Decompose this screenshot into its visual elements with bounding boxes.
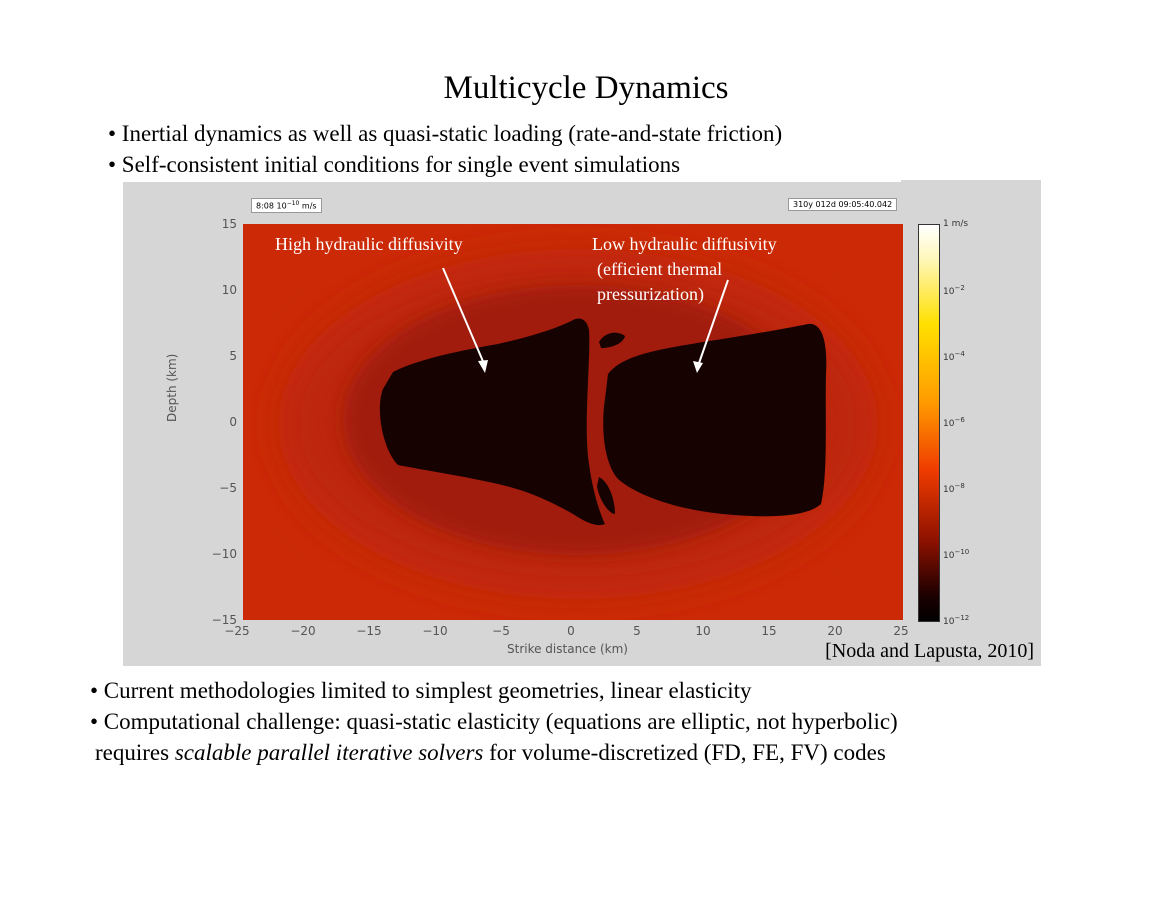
colorbar-tick: $10^{-2}$: [943, 284, 965, 297]
figure-edge: [901, 180, 1041, 183]
y-tick: 5: [229, 349, 237, 363]
y-tick: −10: [211, 547, 237, 561]
solvers-emphasis: scalable parallel iterative solvers: [174, 740, 484, 765]
x-tick: −25: [224, 624, 250, 638]
annotation-low-diffusivity: Low hydraulic diffusivity: [592, 234, 777, 254]
annotation-thermal: (efficient thermal: [597, 259, 723, 279]
time-step-unit: m/s: [299, 201, 317, 211]
y-tick: 0: [229, 415, 237, 429]
y-tick: 10: [221, 283, 237, 297]
time-step-exponent: −10: [286, 200, 300, 207]
colorbar-tick: $10^{-6}$: [943, 416, 965, 429]
continuation-prefix: requires: [95, 740, 175, 765]
x-tick: −20: [290, 624, 316, 638]
bullet-continuation: [90, 737, 898, 768]
colorbar-tick: 1 m/s: [943, 219, 969, 229]
colorbar-tick: $10^{-8}$: [943, 482, 965, 495]
x-tick: −15: [356, 624, 382, 638]
y-tick: −5: [219, 481, 237, 495]
continuation-suffix: for volume-discretized (FD, FE, FV) codes: [483, 740, 886, 765]
x-tick: 25: [893, 624, 909, 638]
annotation-high-diffusivity: High hydraulic diffusivity: [275, 234, 463, 254]
colorbar-tick: $10^{-12}$: [943, 614, 970, 627]
colorbar-tick: $10^{-4}$: [943, 350, 965, 363]
x-tick: 20: [827, 624, 843, 638]
x-axis-label: Strike distance (km): [507, 642, 628, 656]
bottom-bullet-list: [90, 675, 898, 768]
colorbar-tick: $10^{-10}$: [943, 548, 970, 561]
bullet-current-methodologies: • Current methodologies limited to simplest geometries, linear elasticity: [90, 678, 752, 703]
x-tick: 15: [761, 624, 777, 638]
slide-title: Multicycle Dynamics: [443, 70, 729, 106]
y-tick: 15: [221, 217, 237, 231]
bullet-computational-challenge: • Computational challenge: quasi-static elasticity (equations are elliptic, not hyperbolic): [90, 709, 898, 734]
rupture-plot: [243, 224, 903, 620]
x-tick: −10: [422, 624, 448, 638]
bullet-inertial-dynamics: • Inertial dynamics as well as quasi-static loading (rate-and-state friction): [108, 121, 783, 146]
top-bullet-list: [108, 118, 782, 180]
x-tick: 5: [633, 624, 641, 638]
colorbar: [918, 224, 940, 622]
x-tick: 0: [567, 624, 575, 638]
time-step-value: 8:08 10: [256, 201, 287, 211]
clock-label: 310y 012d 09:05:40.042: [788, 198, 897, 211]
time-step-label: [251, 198, 322, 213]
x-tick: −5: [492, 624, 510, 638]
bullet-initial-conditions: • Self-consistent initial conditions for single event simulations: [108, 152, 681, 177]
simulation-figure: [123, 182, 1041, 666]
x-tick: 10: [695, 624, 711, 638]
citation: [Noda and Lapusta, 2010]: [825, 640, 1034, 662]
y-tick: −15: [211, 613, 237, 627]
annotation-pressurization: pressurization): [597, 284, 704, 304]
y-axis-label: Depth (km): [165, 353, 179, 422]
